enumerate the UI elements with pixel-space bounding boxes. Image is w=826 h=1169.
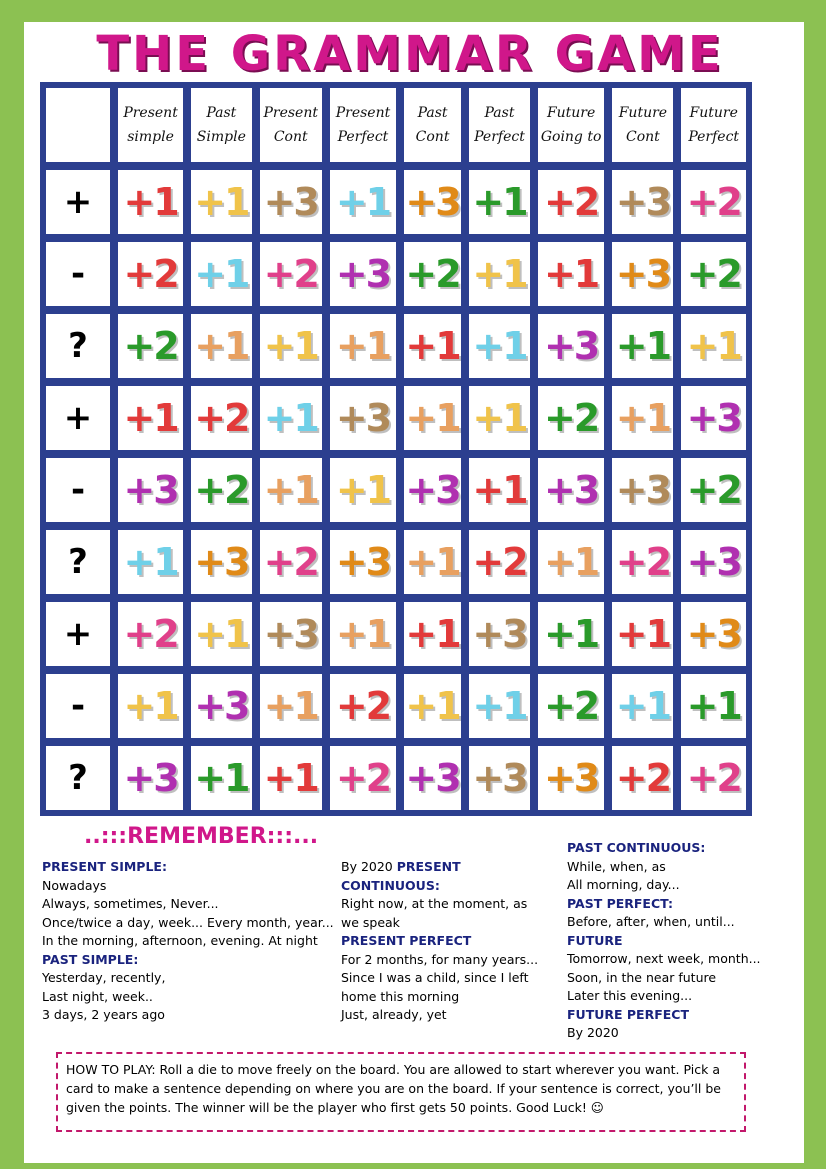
points-value: +1 [194, 324, 249, 368]
frame-bottom [0, 1163, 826, 1169]
notes-line: In the morning, afternoon, evening. At night [42, 933, 318, 948]
points-value: +3 [543, 324, 599, 368]
board-square[interactable] [467, 600, 532, 668]
notes-line: Nowadays [42, 877, 107, 893]
board-square[interactable] [189, 672, 253, 740]
points-value: +3 [543, 756, 599, 800]
notes-line: Yesterday, recently, [42, 970, 166, 985]
board-square[interactable] [116, 240, 185, 308]
sentence-type-cell: ? [44, 744, 112, 812]
points-value: +3 [123, 468, 178, 512]
points-value: +2 [405, 252, 460, 296]
board-square[interactable] [258, 384, 324, 452]
points-value: +3 [194, 540, 249, 584]
points-value: +2 [194, 396, 249, 440]
board-square[interactable] [258, 168, 324, 236]
board-square[interactable] [328, 168, 398, 236]
points-value: +3 [686, 540, 741, 584]
points-value: +3 [263, 612, 318, 656]
points-value: +1 [615, 396, 671, 440]
points-value: +3 [335, 540, 391, 584]
header-row [44, 86, 748, 164]
points-value: +1 [194, 180, 249, 224]
points-value: +3 [194, 684, 249, 728]
points-value: +1 [615, 612, 671, 656]
board-square[interactable] [116, 672, 185, 740]
board-square[interactable] [402, 528, 463, 596]
board-square[interactable] [536, 456, 607, 524]
points-value: +2 [686, 468, 741, 512]
frame-left [0, 0, 24, 1169]
board-square[interactable] [116, 456, 185, 524]
board-square[interactable] [467, 240, 532, 308]
points-value: +1 [472, 468, 527, 512]
points-value: +2 [543, 684, 599, 728]
points-value: +1 [194, 756, 249, 800]
points-value: +1 [543, 612, 599, 656]
board-square[interactable] [116, 528, 185, 596]
points-value: +3 [615, 468, 671, 512]
points-value: +3 [123, 756, 178, 800]
board-square[interactable] [328, 672, 398, 740]
board-square[interactable] [402, 600, 463, 668]
board-square[interactable] [258, 456, 324, 524]
board-square[interactable] [189, 600, 253, 668]
board-square[interactable] [189, 456, 253, 524]
board-square[interactable] [467, 528, 532, 596]
points-value: +2 [686, 180, 741, 224]
board-square[interactable] [610, 600, 675, 668]
notes-line: All morning, day... [567, 877, 680, 892]
sentence-type-cell: ? [44, 528, 112, 596]
board-row [44, 168, 748, 236]
board-square[interactable] [610, 312, 675, 380]
points-value: +2 [615, 756, 671, 800]
board-square[interactable] [402, 456, 463, 524]
board-square[interactable] [536, 384, 607, 452]
board-row [44, 384, 748, 452]
game-board [40, 82, 752, 816]
board-square[interactable] [679, 168, 748, 236]
notes-line: Once/twice a day, week... Every month, year... [42, 914, 334, 930]
points-value: +2 [686, 756, 741, 800]
points-value: +1 [123, 684, 178, 728]
points-value: +2 [543, 396, 599, 440]
board-square[interactable] [536, 672, 607, 740]
tense-header: Future Going to [536, 86, 607, 164]
points-value: +1 [194, 252, 249, 296]
board-square[interactable] [116, 600, 185, 668]
notes-heading: PAST CONTINUOUS: [567, 840, 706, 855]
board-square[interactable] [116, 744, 185, 812]
board-square[interactable] [467, 168, 532, 236]
points-value: +2 [335, 756, 391, 800]
board-square[interactable] [189, 528, 253, 596]
remember-heading: ..:::REMEMBER:::... [84, 824, 319, 849]
points-value: +1 [472, 180, 527, 224]
board-square[interactable] [610, 744, 675, 812]
board-square[interactable] [189, 744, 253, 812]
notes-line: Before, after, when, until... [567, 914, 735, 929]
board-square[interactable] [467, 312, 532, 380]
notes-column-3 [567, 839, 787, 1043]
board-square[interactable] [679, 672, 748, 740]
board-square[interactable] [610, 528, 675, 596]
board-square[interactable] [467, 672, 532, 740]
notes-line: Since I was a child, since I left [341, 970, 529, 985]
points-value: +1 [686, 324, 741, 368]
points-value: +1 [263, 684, 318, 728]
points-value: +2 [123, 612, 178, 656]
points-value: +1 [472, 396, 527, 440]
points-value: +2 [335, 684, 391, 728]
board-square[interactable] [536, 528, 607, 596]
notes-line: While, when, as [567, 858, 666, 874]
points-value: +2 [543, 180, 599, 224]
board-square[interactable] [610, 240, 675, 308]
sentence-type-cell: + [44, 384, 112, 452]
points-value: +3 [686, 396, 741, 440]
board-square[interactable] [258, 528, 324, 596]
notes-column-2 [341, 858, 561, 1025]
board-square[interactable] [402, 744, 463, 812]
points-value: +2 [615, 540, 671, 584]
points-value: +1 [543, 540, 599, 584]
tense-header: Present simple [116, 86, 185, 164]
points-value: +2 [686, 252, 741, 296]
points-value: +3 [405, 756, 460, 800]
points-value: +1 [615, 684, 671, 728]
notes-line: we speak [341, 914, 400, 930]
board-square[interactable] [258, 312, 324, 380]
points-value: +3 [405, 180, 460, 224]
board-square[interactable] [189, 384, 253, 452]
points-value: +2 [123, 324, 178, 368]
notes-line: home this morning [341, 988, 460, 1004]
points-value: +1 [472, 252, 527, 296]
board-square[interactable] [328, 384, 398, 452]
board-row [44, 528, 748, 596]
board-square[interactable] [679, 744, 748, 812]
points-value: +3 [263, 180, 318, 224]
board-row [44, 744, 748, 812]
points-value: +2 [263, 252, 318, 296]
notes-heading: PRESENT PERFECT [341, 933, 472, 948]
points-value: +1 [405, 540, 460, 584]
sentence-type-cell: - [44, 672, 112, 740]
corner-cell [44, 86, 112, 164]
tense-header: Future Cont [610, 86, 675, 164]
notes-line: Later this evening... [567, 988, 693, 1003]
points-value: +1 [405, 684, 460, 728]
board-row [44, 672, 748, 740]
notes-line: By 2020 [567, 1025, 619, 1040]
board-square[interactable] [536, 312, 607, 380]
board-row [44, 312, 748, 380]
board-square[interactable] [536, 168, 607, 236]
board-square[interactable] [258, 600, 324, 668]
notes-line: Soon, in the near future [567, 969, 717, 985]
board-square[interactable] [328, 312, 398, 380]
board-row [44, 456, 748, 524]
board-square[interactable] [610, 384, 675, 452]
tense-header: Present Cont [258, 86, 324, 164]
points-value: +1 [335, 324, 391, 368]
board-square[interactable] [328, 600, 398, 668]
board-square[interactable] [679, 312, 748, 380]
points-value: +1 [263, 468, 318, 512]
points-value: +1 [335, 612, 391, 656]
points-value: +2 [263, 540, 318, 584]
board-square[interactable] [189, 312, 253, 380]
board-row [44, 240, 748, 308]
sentence-type-cell: - [44, 456, 112, 524]
board-square[interactable] [536, 240, 607, 308]
notes-heading: FUTURE PERFECT [567, 1006, 689, 1022]
sentence-type-cell: + [44, 168, 112, 236]
points-value: +1 [543, 252, 599, 296]
board-square[interactable] [258, 672, 324, 740]
points-value: +1 [472, 324, 527, 368]
board-square[interactable] [402, 240, 463, 308]
board-square[interactable] [189, 168, 253, 236]
points-value: +2 [123, 252, 178, 296]
board-square[interactable] [679, 600, 748, 668]
board-square[interactable] [679, 528, 748, 596]
points-value: +3 [543, 468, 599, 512]
page-title: THE GRAMMAR GAME [96, 26, 724, 82]
sentence-type-cell: ? [44, 312, 112, 380]
board-square[interactable] [258, 744, 324, 812]
points-value: +3 [615, 180, 671, 224]
points-value: +1 [263, 324, 318, 368]
board-square[interactable] [402, 168, 463, 236]
tense-header: Present Perfect [328, 86, 398, 164]
board-square[interactable] [610, 168, 675, 236]
points-value: +3 [472, 612, 527, 656]
points-value: +3 [615, 252, 671, 296]
points-value: +1 [194, 612, 249, 656]
board-square[interactable] [328, 528, 398, 596]
points-value: +1 [335, 468, 391, 512]
points-value: +1 [405, 396, 460, 440]
board-square[interactable] [610, 672, 675, 740]
notes-heading: PAST PERFECT: [567, 895, 673, 911]
board-square[interactable] [679, 456, 748, 524]
frame-right [804, 0, 826, 1169]
points-value: +1 [123, 540, 178, 584]
points-value: +3 [472, 756, 527, 800]
board-square[interactable] [189, 240, 253, 308]
board-square[interactable] [116, 312, 185, 380]
tense-header: Future Perfect [679, 86, 748, 164]
tense-header: Past Perfect [467, 86, 532, 164]
points-value: +1 [686, 684, 741, 728]
board-square[interactable] [467, 744, 532, 812]
points-value: +1 [405, 612, 460, 656]
sentence-type-cell: + [44, 600, 112, 668]
board-square[interactable] [679, 240, 748, 308]
notes-line: 3 days, 2 years ago [42, 1007, 165, 1022]
board-grid [40, 82, 752, 816]
board-square[interactable] [467, 456, 532, 524]
points-value: +1 [123, 180, 178, 224]
points-value: +3 [335, 396, 391, 440]
board-square[interactable] [679, 384, 748, 452]
notes-line: Tomorrow, next week, month... [567, 951, 761, 966]
points-value: +1 [335, 180, 391, 224]
notes-line: By 2020 PRESENT CONTINUOUS: [341, 859, 461, 893]
board-square[interactable] [328, 240, 398, 308]
frame-top [0, 0, 826, 22]
board-square[interactable] [328, 456, 398, 524]
points-value: +1 [263, 756, 318, 800]
points-value: +2 [472, 540, 527, 584]
points-value: +1 [615, 324, 671, 368]
board-square[interactable] [402, 672, 463, 740]
board-square[interactable] [328, 744, 398, 812]
points-value: +2 [194, 468, 249, 512]
points-value: +3 [405, 468, 460, 512]
points-value: +1 [263, 396, 318, 440]
board-square[interactable] [258, 240, 324, 308]
board-square[interactable] [467, 384, 532, 452]
points-value: +3 [335, 252, 391, 296]
notes-heading: PAST SIMPLE: [42, 951, 139, 967]
notes-heading: PRESENT SIMPLE: [42, 859, 167, 874]
tense-header: Past Cont [402, 86, 463, 164]
notes-line: Last night, week.. [42, 988, 153, 1004]
sentence-type-cell: - [44, 240, 112, 308]
board-square[interactable] [116, 168, 185, 236]
board-square[interactable] [116, 384, 185, 452]
board-square[interactable] [402, 384, 463, 452]
points-value: +1 [472, 684, 527, 728]
how-to-play-box [56, 1052, 746, 1132]
notes-line: Just, already, yet [341, 1007, 447, 1022]
points-value: +1 [123, 396, 178, 440]
tense-header: Past Simple [189, 86, 253, 164]
points-value: +1 [405, 324, 460, 368]
points-value: +3 [686, 612, 741, 656]
board-square[interactable] [536, 600, 607, 668]
board-square[interactable] [610, 456, 675, 524]
notes-line: For 2 months, for many years... [341, 951, 539, 967]
notes-heading: FUTURE [567, 932, 623, 948]
board-row [44, 600, 748, 668]
notes-line: Always, sometimes, Never... [42, 896, 219, 911]
notes-line: Right now, at the moment, as [341, 896, 528, 911]
board-square[interactable] [402, 312, 463, 380]
how-to-play-text: HOW TO PLAY: Roll a die to move freely on the board. You are allowed to start wherever you want. Pick a card to make a sentence depending on where you are on the board. If your sentence is correct, you’ll be given the points. The winner will be the player who first gets 50 points. Good Luck! ☺ [66, 1062, 721, 1115]
notes-column-1 [42, 858, 342, 1025]
board-square[interactable] [536, 744, 607, 812]
